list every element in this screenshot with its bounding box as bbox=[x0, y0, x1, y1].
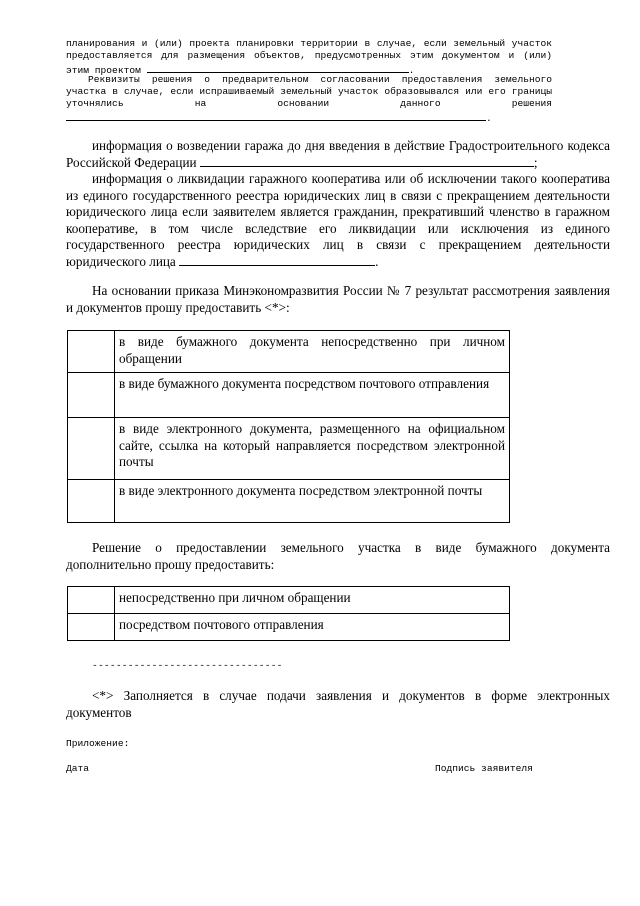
paper-option-row bbox=[68, 614, 510, 641]
delivery-option-checkbox[interactable] bbox=[68, 373, 115, 418]
delivery-option-label: в виде бумажного документа посредством почтового отправления bbox=[119, 376, 490, 391]
paper-option-label: непосредственно при личном обращении bbox=[119, 590, 351, 605]
delivery-options-table bbox=[67, 330, 510, 523]
territory-planning-text: планирования и (или) проекта планировки территории в случае, если земельный участок предоставляется для размещения объектов, предусмотренных этим документом и (или) этим проектом bbox=[66, 38, 552, 76]
garage-info-text: информация о возведении гаража до дня введения в действие Градостроительного кодекса Российской Федерации bbox=[66, 138, 610, 170]
footnote-text: <*> Заполняется в случае подачи заявления и документов в форме электронных документов bbox=[66, 688, 610, 720]
delivery-option-label: в виде бумажного документа непосредственно при личном обращении bbox=[119, 334, 505, 366]
preliminary-approval-text: Реквизиты решения о предварительном согласовании предоставления земельного участка в случае, если испрашиваемый земельный участок образовывался или его границы уточнялись на основании данного решения bbox=[66, 74, 552, 109]
project-details-blank[interactable] bbox=[147, 62, 409, 73]
paper-decision-text: Решение о предоставлении земельного участка в виде бумажного документа дополнительно прошу предоставить: bbox=[66, 540, 610, 572]
delivery-option-checkbox[interactable] bbox=[68, 331, 115, 373]
garage-info-paragraph: информация о возведении гаража до дня введения в действие Градостроительного кодекса Российской Федерации ; bbox=[66, 138, 610, 170]
delivery-option-row bbox=[68, 418, 510, 480]
paper-option-row bbox=[68, 587, 510, 614]
garage-info-blank[interactable] bbox=[200, 155, 534, 167]
result-request-paragraph bbox=[66, 283, 610, 316]
signature-label: Подпись заявителя bbox=[435, 763, 533, 774]
paper-option-label: посредством почтового отправления bbox=[119, 617, 324, 632]
attachment-label: Приложение: bbox=[66, 738, 130, 749]
footnote-separator: -------------------------------- bbox=[92, 660, 283, 671]
delivery-option-checkbox[interactable] bbox=[68, 480, 115, 523]
delivery-option-label: в виде электронного документа посредством электронной почты bbox=[119, 483, 483, 498]
paper-option-checkbox[interactable] bbox=[68, 587, 115, 614]
paper-decision-paragraph bbox=[66, 540, 610, 573]
cooperative-info-paragraph: информация о ликвидации гаражного кооператива или об исключении такого кооператива из единого государственного реестра юридических лиц в связи с прекращением деятельности юридического лица если заявителем является гражданин, прекративший членство в гаражном кооперативе, в том числе вследствие его ликвидации или исключения из единого государственного реестра юридических лиц в связи с прекращением деятельности юридического лица . bbox=[66, 171, 610, 269]
cooperative-info-text: информация о ликвидации гаражного кооператива или об исключении такого кооператива из единого государственного реестра юридических лиц в связи с прекращением деятельности юридического лица если заявителем является гражданин, прекративший членство в гаражном кооперативе, в том числе вследствие его ликвидации или исключения из единого государственного реестра юридических лиц в связи с прекращением деятельности юридического лица bbox=[66, 171, 610, 269]
delivery-option-row bbox=[68, 331, 510, 373]
territory-planning-paragraph: планирования и (или) проекта планировки территории в случае, если земельный участок предоставляется для размещения объектов, предусмотренных этим документом и (или) этим проектом . bbox=[66, 38, 552, 76]
delivery-option-row bbox=[68, 373, 510, 418]
delivery-option-row bbox=[68, 480, 510, 523]
paper-option-checkbox[interactable] bbox=[68, 614, 115, 641]
paper-options-table bbox=[67, 586, 510, 641]
result-request-text: На основании приказа Минэкономразвития России № 7 результат рассмотрения заявления и документов прошу предоставить <*>: bbox=[66, 283, 610, 315]
preliminary-approval-paragraph: Реквизиты решения о предварительном согласовании предоставления земельного участка в случае, если испрашиваемый земельный участок образовывался или его границы уточнялись на основании данного решения . bbox=[66, 74, 552, 124]
date-label: Дата bbox=[66, 763, 90, 774]
footnote-paragraph bbox=[66, 688, 610, 721]
delivery-option-label: в виде электронного документа, размещенного на официальном сайте, ссылка на который направляется посредством электронной почты bbox=[119, 421, 505, 469]
delivery-option-checkbox[interactable] bbox=[68, 418, 115, 480]
decision-details-blank[interactable] bbox=[66, 110, 486, 121]
cooperative-info-blank[interactable] bbox=[179, 254, 375, 266]
